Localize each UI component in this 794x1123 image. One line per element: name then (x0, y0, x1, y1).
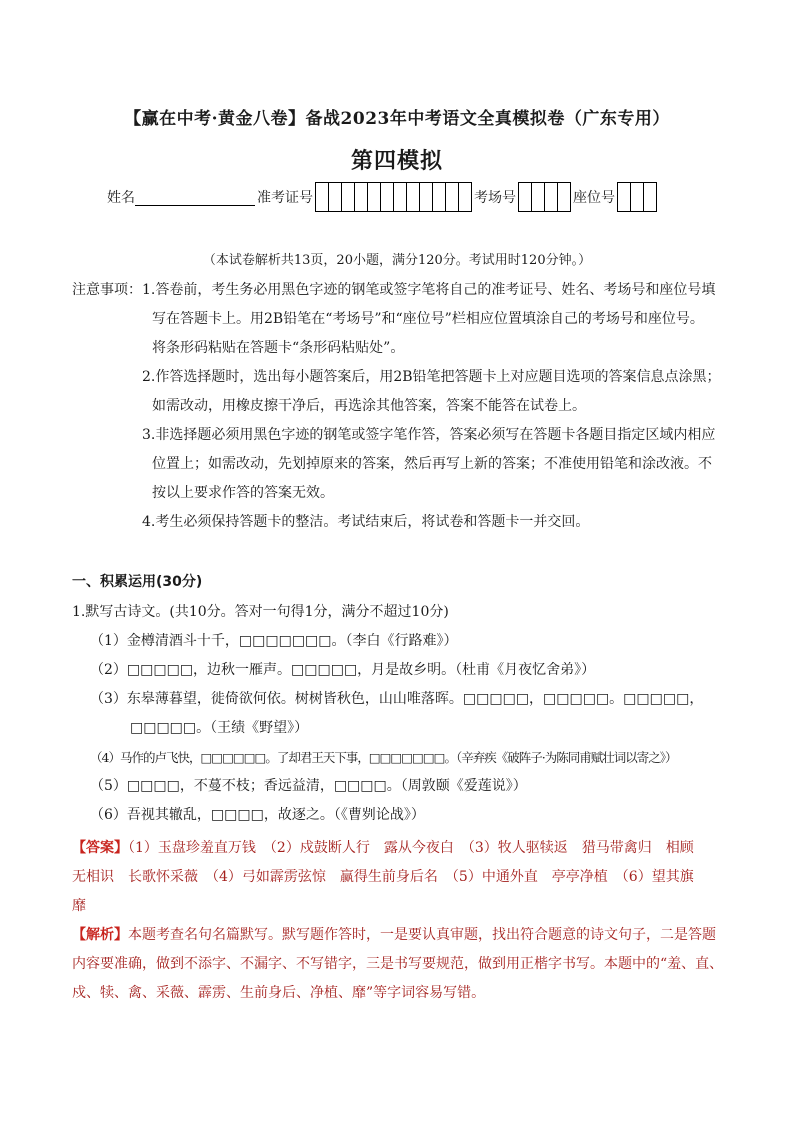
answer-tag: 【答案】 (72, 840, 128, 856)
analysis-text: 内容要准确，做到不添字、不漏字、不写错字，三是书写要规范，做到用正楷字书写。本题中的“羞、直、 (72, 956, 724, 972)
series-title: 【赢在中考·黄金八卷】备战2023年中考语文全真模拟卷（广东专用） (124, 109, 670, 129)
question-item: （6）吾视其辙乱，□□□□，故逐之。（《曹刿论战》） (90, 807, 425, 823)
paper-title: 第四模拟 (350, 148, 443, 174)
instruction-line: 位置上；如需改动，先划掉原来的答案，然后再写上新的答案；不准使用铅笔和涂改液。不 (152, 456, 712, 472)
room-label: 考场号 (474, 190, 516, 206)
question-1 (72, 598, 752, 830)
name-field[interactable] (135, 189, 255, 206)
question-item: （5）□□□□，不蔓不枝；香远益清，□□□□。（周敦颐《爱莲说》） (90, 778, 527, 794)
candidate-info-row (107, 182, 659, 212)
analysis-text: 戍、犊、禽、采薇、霹雳、生前身后、净植、靡”等字词容易写错。 (72, 985, 486, 1001)
seat-number-boxes[interactable] (617, 182, 657, 212)
room-number-boxes[interactable] (518, 182, 571, 212)
seat-label: 座位号 (573, 190, 615, 206)
question-item: （3）东皋薄暮望，徙倚欲何依。树树皆秋色，山山唯落晖。□□□□□，□□□□□。□□□□□， (90, 691, 704, 707)
question-item: □□□□□。（王绩《野望》） (130, 720, 309, 736)
instruction-line: 2.作答选择题时，选出每小题答案后，用2B铅笔把答题卡上对应题目选项的答案信息点涂黑； (142, 369, 721, 385)
question-stem: 1.默写古诗文。(共10分。答对一句得1分，满分不超过10分) (72, 604, 449, 620)
question-item: （2）□□□□□，边秋一雁声。□□□□□，月是故乡明。（杜甫《月夜忆舍弟》） (90, 662, 596, 678)
question-item: （1）金樽清酒斗十千，□□□□□□□。（李白《行路难》） (90, 633, 458, 649)
ticket-label: 准考证号 (257, 190, 313, 206)
instruction-line: 1.答卷前，考生务必用黑色字迹的钢笔或签字笔将自己的准考证号、姓名、考场号和座位号填 (142, 282, 716, 298)
answer-block (72, 834, 752, 1008)
ticket-number-boxes[interactable] (315, 182, 472, 212)
paper-intro: （本试卷解析共13页，20小题，满分120分。考试用时120分钟。） (202, 253, 592, 268)
section-heading: 一、积累运用(30分) (72, 574, 203, 590)
instruction-line: 将条形码粘贴在答题卡“条形码粘贴处”。 (152, 340, 405, 356)
instruction-line: 写在答题卡上。用2B铅笔在“考场号”和“座位号”栏相应位置填涂自己的考场号和座位号。 (152, 311, 704, 327)
instruction-line: 4.考生必须保持答题卡的整洁。考试结束后，将试卷和答题卡一并交回。 (142, 514, 590, 530)
instruction-line: 如需改动，用橡皮擦干净后，再选涂其他答案，答案不能答在试卷上。 (152, 398, 586, 414)
answer-text: 无相识 长歌怀采薇 （4）弓如霹雳弦惊 赢得生前身后名 （5）中通外直 亭亭净植 （6）望其旗 (72, 869, 694, 885)
name-label: 姓名 (107, 190, 135, 206)
instructions (72, 276, 732, 537)
answer-text: 靡 (72, 898, 86, 914)
question-item: （4）马作的卢飞快，□□□□□□。了却君王天下事，□□□□□□□。（辛弃疾《破阵子·为陈同甫赋壮词以寄之》） (90, 750, 677, 765)
analysis-tag: 【解析】 (72, 927, 128, 943)
analysis-text: 本题考查名句名篇默写。默写题作答时，一是要认真审题，找出符合题意的诗文句子，二是答题 (128, 927, 716, 943)
instructions-label: 注意事项： (72, 282, 142, 298)
instruction-line: 3.非选择题必须用黑色字迹的钢笔或签字笔作答，答案必须写在答题卡各题目指定区域内相应 (142, 427, 716, 443)
answer-text: （1）玉盘珍羞直万钱 （2）戍鼓断人行 露从今夜白 （3）牧人驱犊返 猎马带禽归 相顾 (128, 840, 694, 856)
instruction-line: 按以上要求作答的答案无效。 (152, 485, 334, 501)
